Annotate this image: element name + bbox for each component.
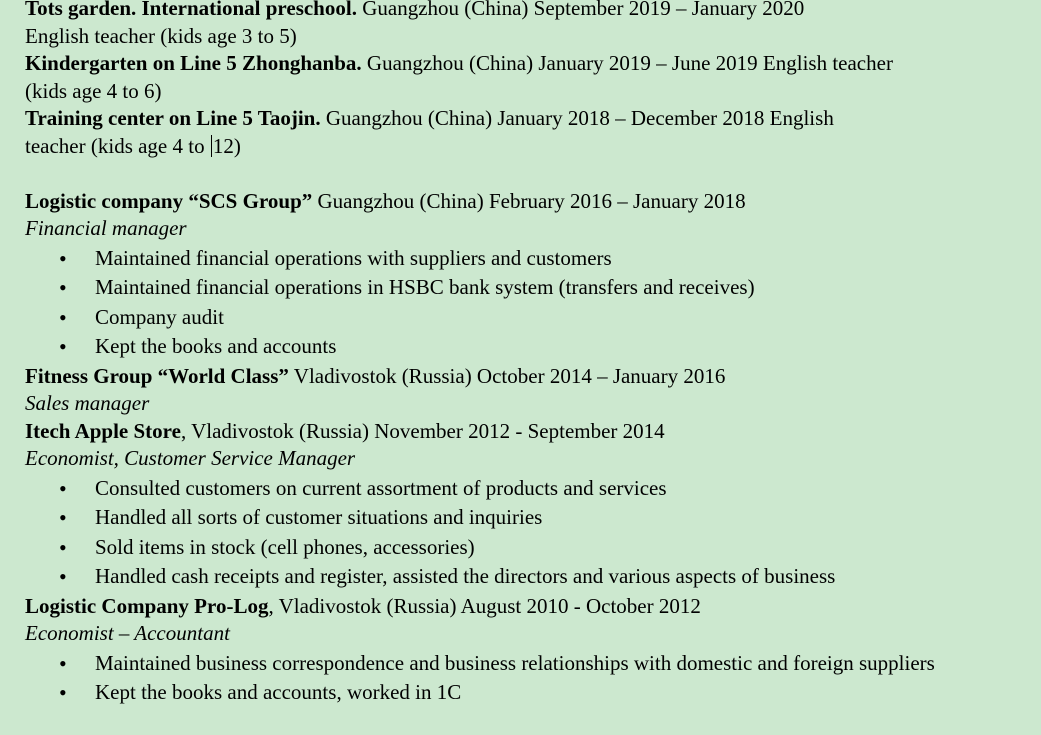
job-details: Guangzhou (China) September 2019 – January 2020 bbox=[356, 0, 805, 20]
company-name: Kindergarten on Line 5 Zhonghanba bbox=[25, 51, 357, 75]
list-item: • Handled all sorts of customer situations and inquiries bbox=[25, 504, 1025, 532]
job-entry-pro-log bbox=[25, 593, 1025, 707]
job-details: Guangzhou (China) January 2018 – December 2018 English bbox=[320, 106, 834, 130]
responsibility-list bbox=[25, 475, 1025, 591]
list-item: • Kept the books and accounts, worked in 1C bbox=[25, 679, 1025, 707]
job-details-continued: English teacher (kids age 3 to 5) bbox=[25, 23, 297, 48]
company-separator: . bbox=[356, 51, 362, 75]
job-details: Guangzhou (China) January 2019 – June 2019 English teacher bbox=[361, 51, 893, 75]
job-entry-itech-apple-store bbox=[25, 418, 1025, 591]
job-role: Economist, Customer Service Manager bbox=[25, 446, 356, 470]
list-item: • Sold items in stock (cell phones, accessories) bbox=[25, 534, 1025, 562]
company-name: Training center on Line 5 Taojin bbox=[25, 106, 316, 130]
job-entry-scs-group bbox=[25, 188, 1025, 361]
job-entry-world-class bbox=[25, 363, 1025, 418]
company-name: Tots garden. International preschool bbox=[25, 0, 352, 20]
job-details: Vladivostok (Russia) October 2014 – January 2016 bbox=[288, 363, 726, 388]
job-entry-tots-garden bbox=[25, 0, 1025, 50]
company-name: Logistic Company Pro-Log bbox=[25, 593, 269, 618]
text-cursor bbox=[211, 135, 212, 157]
job-details: , Vladivostok (Russia) August 2010 - October 2012 bbox=[268, 593, 701, 618]
job-details-continued: (kids age 4 to 6) bbox=[25, 78, 162, 103]
list-item: • Kept the books and accounts bbox=[25, 333, 1025, 361]
job-role: Sales manager bbox=[25, 391, 150, 415]
list-item: • Maintained financial operations in HSBC bank system (transfers and receives) bbox=[25, 274, 1025, 302]
document-page bbox=[25, 0, 1025, 709]
company-separator: . bbox=[315, 106, 321, 130]
job-entry-training-center-taojin bbox=[25, 105, 1025, 160]
list-item: • Consulted customers on current assortment of products and services bbox=[25, 475, 1025, 503]
list-item: • Company audit bbox=[25, 304, 1025, 332]
job-role: Financial manager bbox=[25, 216, 187, 240]
job-details: , Vladivostok (Russia) November 2012 - September 2014 bbox=[180, 418, 665, 443]
responsibility-list bbox=[25, 245, 1025, 361]
company-name: Fitness Group “World Class” bbox=[25, 363, 289, 388]
job-details-continued-end: 12) bbox=[212, 133, 241, 158]
company-name: Logistic company “SCS Group” bbox=[25, 188, 313, 213]
list-item: • Maintained business correspondence and business relationships with domestic and foreign suppliers bbox=[25, 650, 1025, 678]
list-item: • Handled cash receipts and register, assisted the directors and various aspects of business bbox=[25, 563, 1025, 591]
responsibility-list bbox=[25, 650, 1025, 707]
company-name: Itech Apple Store bbox=[25, 418, 181, 443]
list-item: • Maintained financial operations with suppliers and customers bbox=[25, 245, 1025, 273]
job-role: Economist – Accountant bbox=[25, 621, 230, 645]
job-details-continued: teacher (kids age 4 to bbox=[25, 133, 210, 158]
job-details: Guangzhou (China) February 2016 – January 2018 bbox=[312, 188, 746, 213]
company-separator: . bbox=[351, 0, 357, 20]
job-entry-kindergarten-zhonghanba bbox=[25, 50, 1025, 105]
blank-line bbox=[25, 160, 1025, 188]
